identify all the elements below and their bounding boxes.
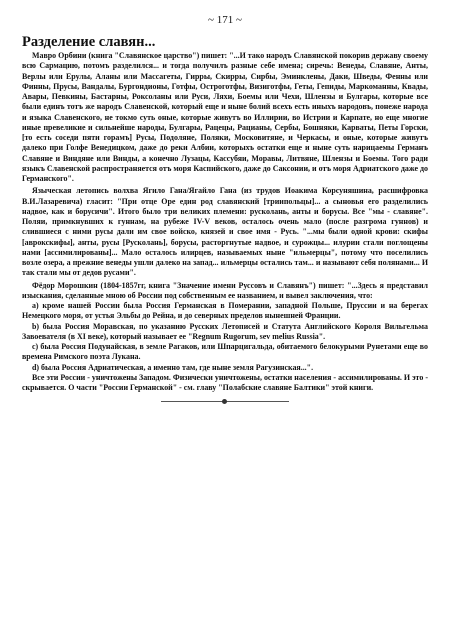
paragraph-conclusion: Все эти России - уничтожены Западом. Физически уничтожены, остатки населения - ассимилированы. И это - скрывается. О части "России Германской" - см. главу "Полабские славяне Балтики" этой книги.	[22, 372, 428, 392]
page-number: ~ 171 ~	[208, 14, 242, 26]
list-item-b: b) была Россия Моравская, по указанию Русских Летописей и Статута Английского Короля Вильгельма Завоевателя (в XI веке), который называет ее "Regnum Rugorum, sev melius Russia".	[22, 321, 428, 341]
list-item-d: d) была Россия Адриатическая, а именно там, где ныне земля Рагузинская...".	[32, 362, 314, 372]
section-divider	[22, 399, 428, 404]
list-item-a: а) кроме нашей России была Россия Германская в Померании, западной Польше, Пруссии и на берегах Немецкого моря, от устья Эльбы до Рейна, и до северных пределов нынешней Франции.	[22, 301, 428, 321]
divider-ornament	[161, 399, 289, 404]
paragraph-orbini: Мавро Орбини (книга "Славянское царство") пишет: "...И тако народъ Славянской покорив державу своему всю Сармацию, потомъ разделился... и тогда получилъ разные себе имена; сиречь: Венеды, Славяне, Анты, Верлы или Ерулы, Аланы или Массагеты, Гирры, Скирры, Сирбы, Эминклены, Даки, Шведы, Фенны или Финны, Прусы, Вандалы, Бургондионы, Готфы, Остроготфы, Визиготфы, Геты, Гепиды, Маркоманны, Квады, Авары, Певкины, Бастарны, Роксоланы или Руси, Ляхи, Боемы или Чехи, Шлензы и Булгары, которые все были единъ тотъ же народъ Славенской, который еще и ныне болий всехъ есть иныхъ народовъ, понеже народа и языка Славенского, не токмо суть оные, которые живутъ во Иллирии, во Истрии и Карпате, но еще многие иные превеликие и сильнейше народы, Булгары, Рацецы, Рацианы, Сербы, Бошняки, Карваты, Петы Горски, [то есть соседи пяти горамъ] Русы, Подоляне, Поляки, Московитяне, и Черкасы, и оные, которые живутъ далеко при Голфе Венедицком, даже до реки Албии, которыхъ остатки еще и ныне суть нарицаемы Германъ Славяне и Виндяне или Винды, а конечно Лузацы, Кассубяи, Моравы, Литвяне, Шлензы и Боемы. Того ради языкъ Славенской распространяется отъ моря Каспийского, даже до Саксонии, и отъ моря Адриатского даже до Германского".	[22, 51, 428, 183]
paragraph-chronicle: Языческая летопись волхва Ягило Гана/Ягайло Гана (из трудов Иоакима Корсуняшина, расшифровка В.И.Лазаревича) гласит: "При отце Оре един род славянский [триипольцы]... а сыновья его разделились надвое, как и борусичи". Итого было три великих племени: русколань, анты и борусы. Все "мы - славяне". Поляи, примкнувших к гуннам, на рубеже IV-V веков, осталось очень мало (после разгрома гуннов) и слившиеся с ними русы дали им свое войско, князей и свое имя - Русь. "...мы были одной крови: скифы [аврокскифы], анты, русы [Русколань], борусы, расторгнутые надвое, и сурожцы... илурии стали поглощены нами [ассимилированы]... Мало осталось илирцев, называемых ныне "ильмерцы", потому что поселились возле озера, а прежние венеды ушли далеко на запад... ильмерцы остались там... и называют себя полянами... И так стали мы от дедов русами".	[22, 186, 428, 278]
paragraph-moroshkin: Фёдор Морошкин (1804-1857гг, книга "Значение имени Руссовъ и Славянъ") пишет: "...Здесь я представил изыскания, сделанные мною об России под собственным ее названием, и вывел заключения, что:	[22, 280, 428, 300]
section-title: Разделение славян...	[22, 34, 156, 50]
list-item-c: c) была Россия Подунайская, в земле Рагаков, или Шпарцигальда, обитаемого белокурыми Рунетами еще во времена Римского поэта Лукана.	[22, 342, 428, 362]
text-body	[22, 51, 428, 393]
divider-dot-icon	[222, 399, 227, 404]
